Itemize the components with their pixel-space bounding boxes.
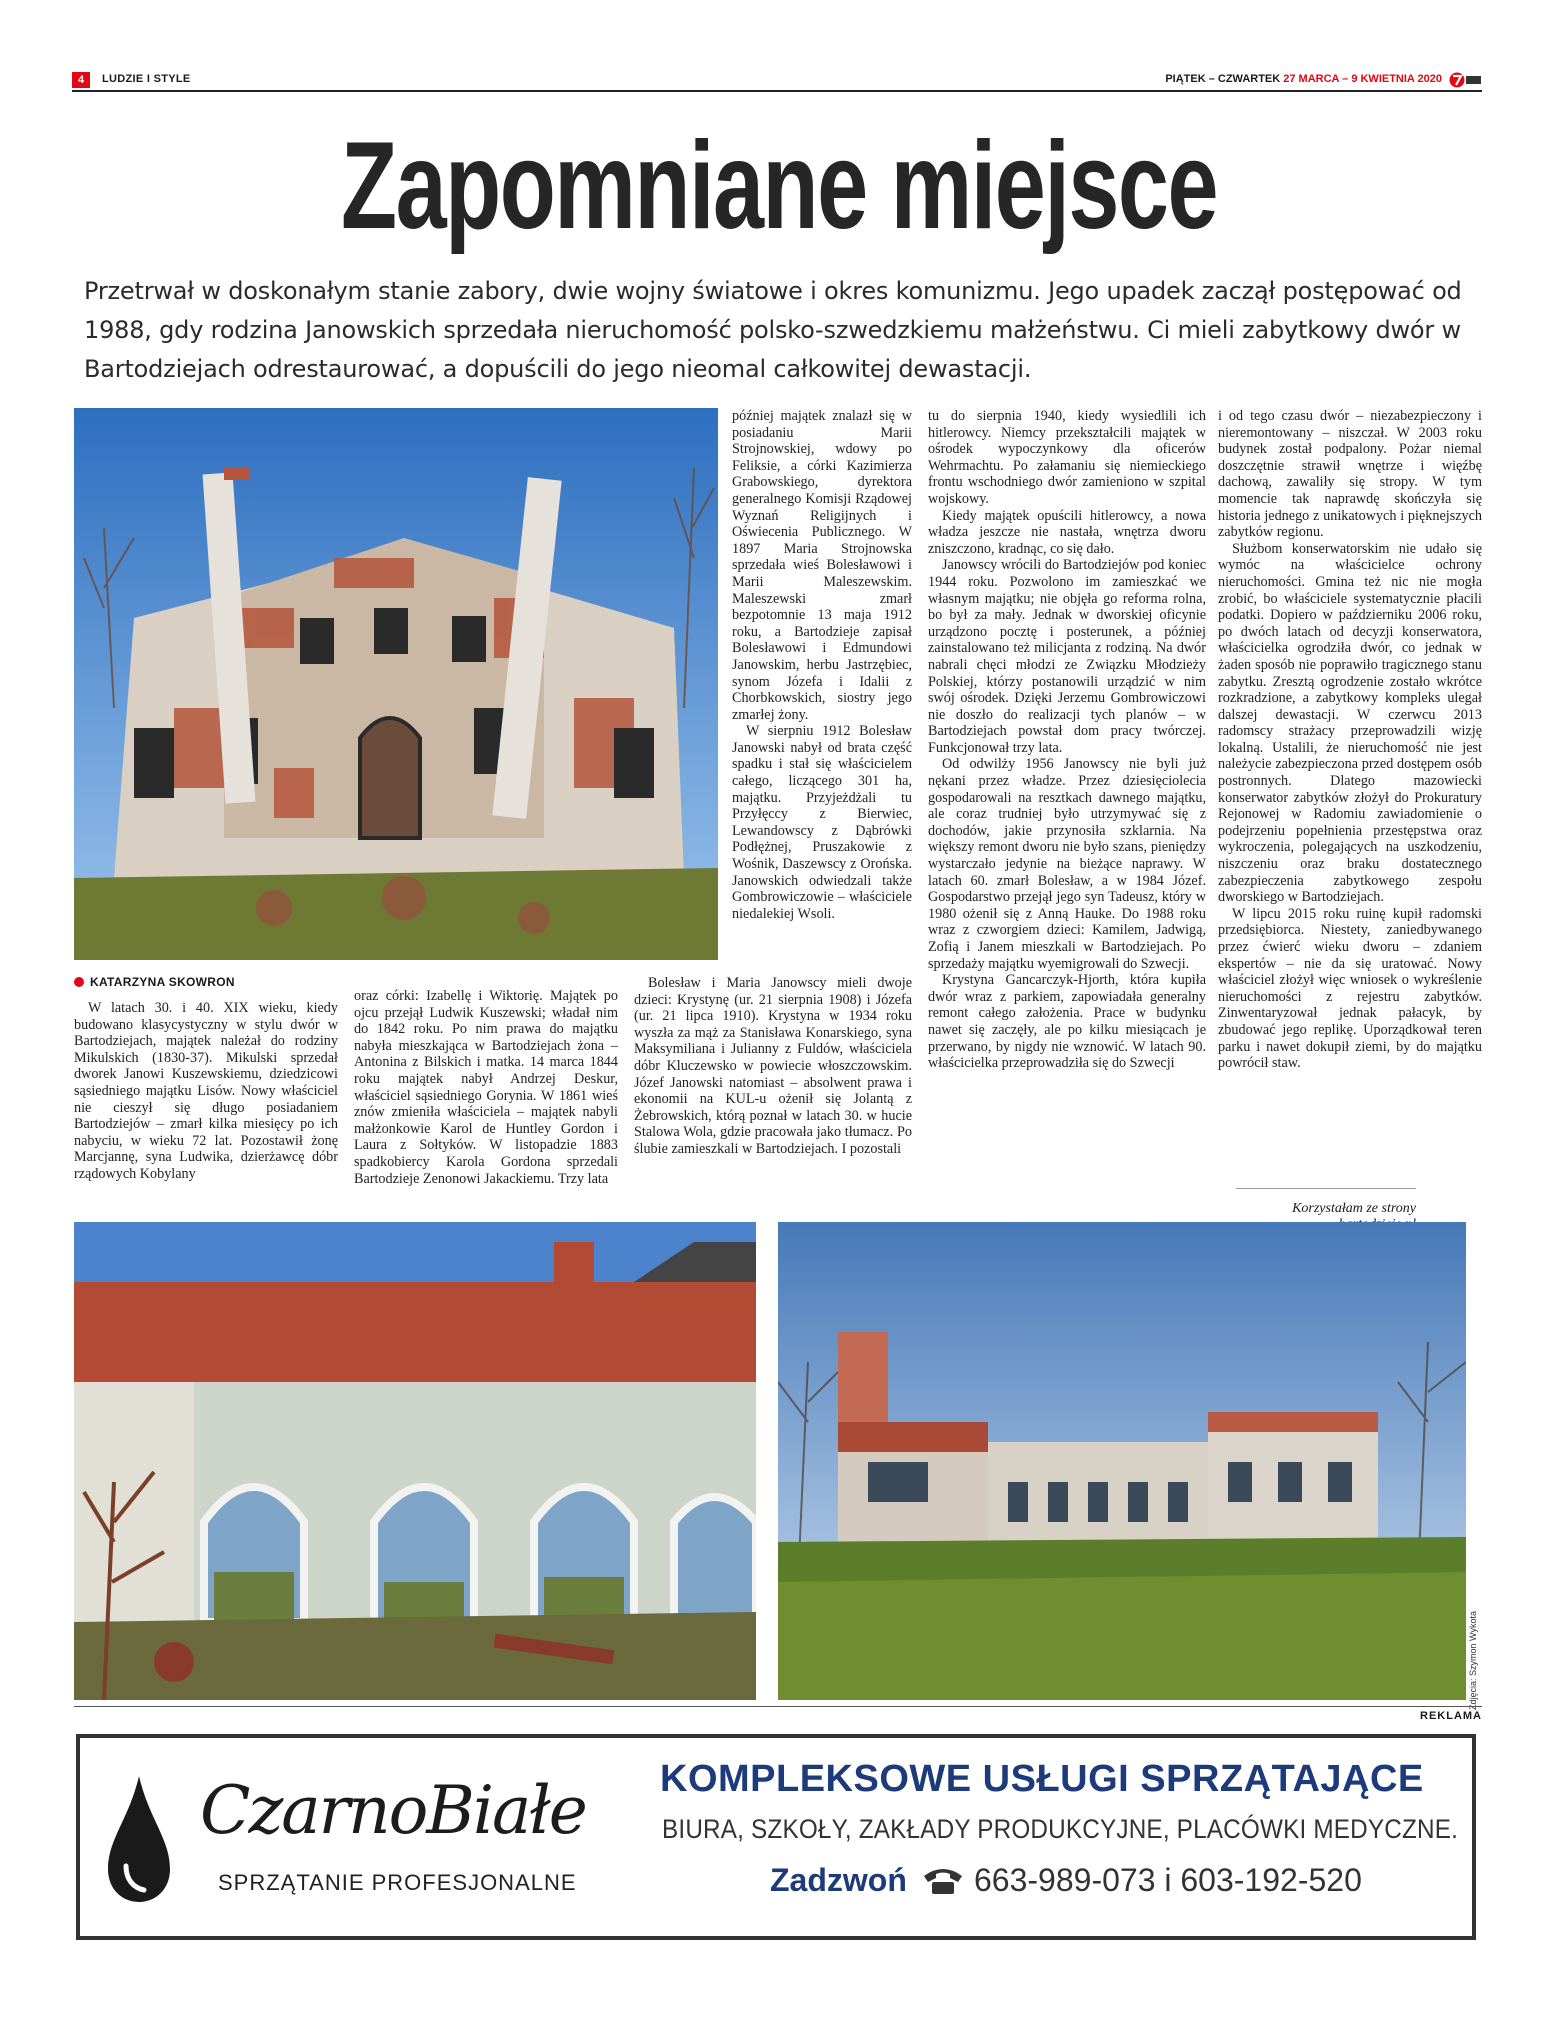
paragraph: Bolesław i Maria Janowscy mieli dwoje dzieci: Krystynę (ur. 21 sierpnia 1908) i Józefa (ur. 21 lipca 1910). Krystyna w 1934 roku wyszła za mąż za Stanisława Konarskiego, syna Maksymiliana i Julianny z Fuldów, właściciela dóbr Kluczewsko w powiecie włoszczowskim. Józef Janowski natomiast – absolwent prawa i ekonomii na KUL-u ożenił się Jolantą z Żebrowskich, którą poznał w latach 30. w hucie Stalowa Wola, gdzie pracowała jako tłumacz. Po ślubie zamieszkali w Bartodziejach. I pozostali: [634, 975, 912, 1157]
newspaper-logo-icon: [1448, 72, 1482, 88]
byline: [74, 975, 235, 989]
article-column-2: [354, 988, 618, 1187]
article-column-1: [74, 1000, 338, 1183]
ink-drop-icon: [104, 1774, 174, 1904]
page-header: [72, 72, 1482, 92]
paragraph: Janowscy wrócili do Bartodziejów pod koniec 1944 roku. Pozwolono im zamieszkać we własnym majątku; nie objęła go reforma rolna, bo był za mały. Jednak w dworskiej oficynie urządzono pocztę i posterunek, a później zainstalowano też milicjanta z rodziną. Na dwór nabrali chęci młodzi ze Związku Młodzieży Polskiej, którzy postanowili urządzić w nim swój ośrodek. Dzięki Jerzemu Gombrowiczowi nie doszło do realizacji tych planów – w Bartodziejach powstał dom pracy twórczej. Funkcjonował trzy lata.: [928, 557, 1206, 756]
paragraph: W sierpniu 1912 Bolesław Janowski nabył od brata część spadku i stał się właścicielem całego, liczącego 301 ha, majątku. Przyjeżdżali tu Przyłęccy z Bierwiec, Lewandowscy z Dąbrówki Podłężnej, Pruszakowie z Wośnik, Daszewscy z Orońska. Janowskich odwiedzali także Gombrowiczowie – właściciele niedalekiej Wsoli.: [732, 723, 912, 922]
arched-interior-photo: [74, 1222, 756, 1700]
manor-facade-photo: [74, 408, 718, 960]
advertisement: [76, 1734, 1476, 1940]
paragraph: oraz córki: Izabellę i Wiktorię. Majątek po ojcu przejął Ludwik Kuszewski; władał nim do 1842 roku. Po nim prawa do majątku nabyła mieszkająca w Bartodziejach żona – Antonina z Bilskich i matka. 14 marca 1844 roku majątek nabył Andrzej Deskur, właściciel sąsiedniego Gorynia. W 1861 wieś znów zmieniła właściciela – majątek nabyli małżonkowie Karol de Huntley Gordon i Laura z Sołtyków. W listopadzie 1883 spadkobiercy Karola Gordona sprzedali Bartodzieje Zenonowi Jakackiemu. Trzy lata: [354, 988, 618, 1187]
article-column-5: [1218, 408, 1482, 1072]
section-label: LUDZIE I STYLE: [102, 73, 191, 85]
manor-exterior-photo: [778, 1222, 1466, 1700]
issue-date: [1165, 73, 1442, 85]
author-name: KATARZYNA SKOWRON: [90, 975, 235, 989]
issue-date-prefix: PIĄTEK – CZWARTEK: [1165, 73, 1284, 85]
article-column-4: [928, 408, 1206, 1072]
ad-call-label: Zadzwoń: [770, 1862, 907, 1898]
paragraph: W latach 30. i 40. XIX wieku, kiedy budowano klasycystyczny w stylu dwór w Bartodziejach, majątek należał do rodziny Mikulskich (1830-37). Mikulski sprzedał dworek Janowi Kuszewskiemu, dziedzicowi sąsiedniego majątku Lisów. Nowy właściciel nie cieszył się długo posiadaniem Bartodziejów – zmarł kilka miesięcy po ich nabyciu, w wieku 72 lat. Pozostawił żonę Marcjannę, syna Ludwika, dzierżawcę dóbr rządowych Kobylany: [74, 1000, 338, 1182]
paragraph: Od odwilży 1956 Janowscy nie byli już nękani przez władze. Przez dziesięciolecia gospodarowali na resztkach dawnego majątku, ale coraz trudniej było utrzymywać się z dochodów, jakie przynosiła szklarnia. Na większy remont dworu nie było szans, pieniędzy wystarczało jedynie na bieżące naprawy. W latach 60. zmarł Bolesław, a w 1984 Józef. Gospodarstwo przejął jego syn Tadeusz, który w 1980 ożenił się z Anną Hauke. Do 1988 roku wraz z czworgiem dzieci: Kamilem, Jadwigą, Zofią i Janem mieszkali w Bartodziejach. Po sprzedaży majątku wyemigrowali do Szwecji.: [928, 756, 1206, 972]
article-title: Zapomniane miejsce: [341, 117, 1217, 255]
paragraph: Krystyna Gancarczyk-Hjorth, która kupiła dwór wraz z parkiem, zapowiadała generalny remont całego założenia. Prace w budynku nawet się zaczęły, ale po kilku miesiącach je przerwano, by nigdy nie wznowić. W latach 90. właścicielka przeprowadziła się do Szwecji: [928, 972, 1206, 1072]
ad-services: BIURA, SZKOŁY, ZAKŁADY PRODUKCYJNE, PLACÓWKI MEDYCZNE.: [662, 1814, 1459, 1844]
ad-divider: [74, 1706, 1482, 1707]
paragraph: tu do sierpnia 1940, kiedy wysiedlili ich hitlerowcy. Niemcy przekształcili majątek w ośrodek wypoczynkowy dla oficerów Wehrmachtu. Po załamaniu się niemieckiego frontu wschodniego dwór zamieniono w szpital wojskowy.: [928, 408, 1206, 507]
paragraph: Kiedy majątek opuścili hitlerowcy, a nowa władza jeszcze nie nastała, wnętrza dworu zniszczono, kradnąc, co się dało.: [928, 507, 1206, 557]
photo-credit: Zdjęcia: Szymon Wykota: [1468, 1611, 1478, 1710]
telephone-icon: [922, 1866, 964, 1896]
ad-headline: KOMPLEKSOWE USŁUGI SPRZĄTAJĄCE: [660, 1758, 1424, 1800]
source-note: Korzystałam ze strony: [1236, 1188, 1416, 1233]
ad-label: REKLAMA: [1420, 1710, 1482, 1722]
ad-phone-numbers: 663-989-073 i 603-192-520: [974, 1862, 1362, 1898]
article-lead: Przetrwał w doskonałym stanie zabory, dwie wojny światowe i okres komunizmu. Jego upadek zaczął postępować od 1988, gdy rodzina Janowskich sprzedała nieruchomość polsko-szwedzkiemu małżeństwu. Ci mieli zabytkowy dwór w Bartodziejach odrestaurować, a dopuścili do jego nieomal całkowitej dewastacji.: [84, 277, 1462, 383]
paragraph: Służbom konserwatorskim nie udało się wymóc na właścicielce ochrony nieruchomości. Gmina też nic nie mogła zrobić, bo właściciele systematycznie płacili podatki. Dopiero w październiku 2006 roku, po dwóch latach od decyzji konserwatora, właścicielka ogrodziła dwór, co jednak w żaden sposób nie poprawiło tragicznego stanu zabytku. Zresztą ogrodzenie zostało wkrótce rozkradzione, a zabytkowy kompleks ulegał dalszej dewastacji. W czerwcu 2013 radomscy strażacy przeprowadzili wizję lokalną. Ustalili, że nieruchomość nie jest należycie zabezpieczona przed dostępem osób postronnych. Dlatego mazowiecki konserwator zabytków złożył do Prokuratury Rejonowej w Radomiu zawiadomienie o podejrzeniu popełnienia przestępstwa oraz wykroczenia, polegających na uszkodzeniu, niszczeniu oraz braku dostatecznego zabezpieczenia zabytkowego zespołu dworskiego w Bartodziejach.: [1218, 540, 1482, 906]
byline-dot-icon: [74, 977, 84, 987]
issue-date-range: 27 MARCA – 9 KWIETNIA 2020: [1283, 73, 1442, 85]
ad-brand: CzarnoBiałe: [200, 1772, 586, 1849]
paragraph: W lipcu 2015 roku ruinę kupił radomski przedsiębiorca. Niestety, zaniedbywanego przez ćwierć wieku dworu – zdaniem ekspertów – nie da się uratować. Nowy właściciel złożył więc wniosek o wykreślenie nieruchomości z rejestru zabytków. Zinwentaryzował jednak pałacyk, by zbudować jego replikę. Uporządkował teren parku i nawet dokupił ziemi, by do majątku powrócił staw.: [1218, 905, 1482, 1072]
article-column-3a: [732, 408, 912, 922]
paragraph: i od tego czasu dwór – niezabezpieczony i nieremontowany – niszczał. W 2003 roku budynek został podpalony. Pożar niemal doszczętnie strawił wnętrze i więźbę dachową, zawaliły się stropy. W tym momencie tak naprawdę skończyła się historia jednego z unikatowych i pięknejszych zabytków regionu.: [1218, 408, 1482, 541]
page-number: 4: [72, 72, 90, 88]
article-column-3b: [634, 975, 912, 1158]
paragraph: później majątek znalazł się w posiadaniu Marii Strojnowskiej, wdowy po Feliksie, a córki Kazimierza Grabowskiego, dyrektora generalnego Komisji Rządowej Wyznań Religijnych i Oświecenia Publicznego. W 1897 Maria Strojnowska sprzedała wieś Bolesławowi i Marii Maleszewskim. Maleszewski zmarł bezpotomnie 13 maja 1912 roku, a Bartodzieje zapisał Bolesławowi i Edmundowi Janowskim, herbu Jastrzębiec, synom Józefa i Idalii z Chorbkowskich, siostry jego zmarłej żony.: [732, 408, 912, 723]
ad-brand-tagline: SPRZĄTANIE PROFESJONALNE: [218, 1870, 577, 1895]
